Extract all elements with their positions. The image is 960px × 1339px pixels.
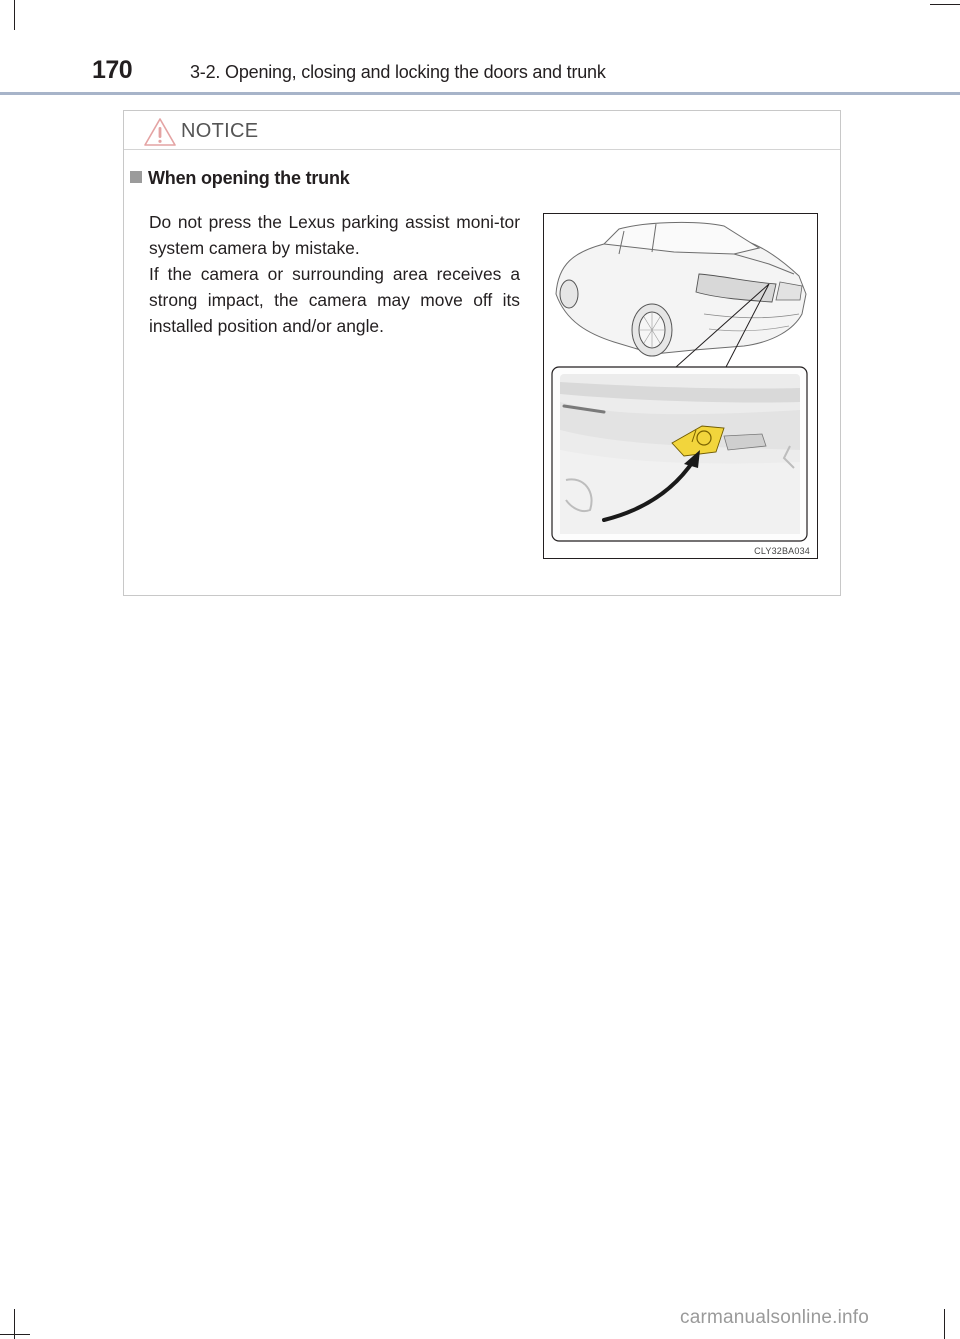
crop-mark-top-right-h bbox=[930, 4, 960, 5]
notice-body bbox=[149, 209, 520, 339]
crop-mark-top-left-v bbox=[14, 0, 15, 30]
header-rule bbox=[0, 92, 960, 95]
warning-triangle-icon bbox=[143, 117, 177, 147]
notice-box bbox=[123, 110, 841, 596]
bullet-square-icon bbox=[130, 171, 142, 183]
subheading-text: When opening the trunk bbox=[148, 168, 350, 188]
page-number: 170 bbox=[92, 56, 133, 84]
trunk-camera-illustration bbox=[543, 213, 818, 559]
car-rear-illustration bbox=[544, 214, 817, 558]
crop-mark-bottom-right-v bbox=[944, 1309, 945, 1339]
watermark: carmanualsonline.info bbox=[680, 1307, 870, 1328]
notice-subheading bbox=[130, 168, 350, 189]
notice-header bbox=[124, 111, 840, 150]
page-header bbox=[0, 52, 960, 92]
notice-label: NOTICE bbox=[181, 120, 259, 142]
notice-paragraph: Do not press the Lexus parking assist moni-tor system camera by mistake. bbox=[149, 212, 520, 258]
crop-mark-bottom-left-h bbox=[0, 1334, 30, 1335]
figure-code: CLY32BA034 bbox=[754, 546, 810, 556]
notice-paragraph: If the camera or surrounding area receives a strong impact, the camera may move off its installed position and/or angle. bbox=[149, 264, 520, 336]
section-title: 3-2. Opening, closing and locking the doors and trunk bbox=[190, 62, 606, 82]
